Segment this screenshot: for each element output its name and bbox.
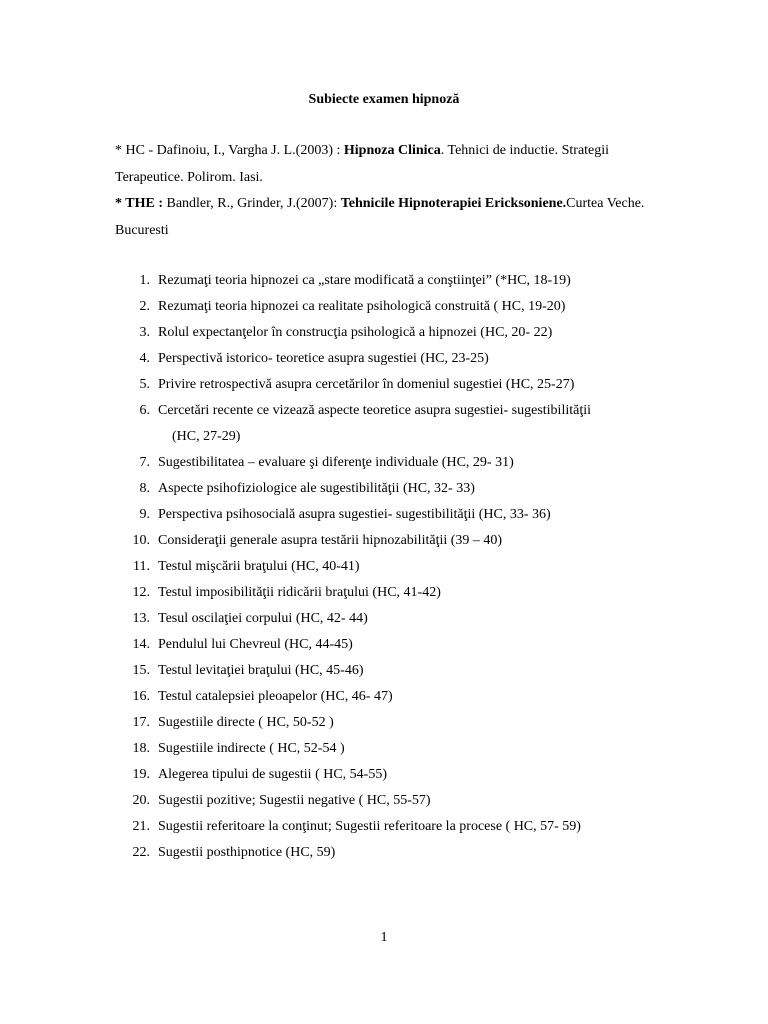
- references: [115, 138, 660, 244]
- list-item: [115, 268, 660, 294]
- list-item-text: Consideraţii generale asupra testării hipnozabilităţii (39 – 40): [158, 533, 503, 548]
- list-item: [115, 606, 660, 632]
- reference-the: [115, 191, 660, 244]
- reference-the-title: Tehnicile Hipnoterapiei Ericksoniene.: [340, 196, 567, 211]
- list-item-number: 16.: [132, 689, 150, 704]
- list-item-number: 22.: [132, 845, 150, 860]
- reference-the-prefix: * THE :: [115, 196, 167, 211]
- list-item-text: Perspectivă istorico- teoretice asupra sugestiei (HC, 23-25): [158, 351, 489, 366]
- list-item-number: 7.: [139, 455, 150, 470]
- reference-hc-title: Hipnoza Clinica: [343, 143, 441, 158]
- list-item: [115, 502, 660, 528]
- list-item: [115, 684, 660, 710]
- list-item-text: Sugestii posthipnotice (HC, 59): [158, 845, 336, 860]
- list-item-text: Sugestiile directe ( HC, 50-52 ): [158, 715, 334, 730]
- list-item-number: 19.: [132, 767, 150, 782]
- list-item-text: Rezumaţi teoria hipnozei ca realitate psihologică construită ( HC, 19-20): [158, 299, 566, 314]
- list-item-number: 12.: [132, 585, 150, 600]
- list-item-number: 9.: [139, 507, 150, 522]
- list-item: [115, 580, 660, 606]
- list-item-text: Sugestiile indirecte ( HC, 52-54 ): [158, 741, 345, 756]
- list-item-text: Rolul expectanţelor în construcţia psihologică a hipnozei (HC, 20- 22): [158, 325, 553, 340]
- topics-list: [115, 268, 660, 866]
- list-item: [115, 736, 660, 762]
- list-item-number: 17.: [132, 715, 150, 730]
- list-item-text: Perspectiva psihosocială asupra sugestiei- sugestibilităţii (HC, 33- 36): [158, 507, 551, 522]
- reference-the-suffix: Curtea Veche. Bucuresti: [115, 196, 645, 238]
- list-item: [115, 710, 660, 736]
- document-title: Subiecte examen hipnoză: [308, 92, 460, 107]
- reference-the-authors: Bandler, R., Grinder, J.(2007):: [166, 196, 341, 211]
- list-item-text: Sugestii pozitive; Sugestii negative ( HC, 55-57): [158, 793, 431, 808]
- list-item: [115, 814, 660, 840]
- reference-hc: [115, 138, 660, 191]
- list-item-number: 3.: [139, 325, 150, 340]
- page-number: 1: [380, 930, 388, 945]
- list-item-text: Testul levitaţiei braţului (HC, 45-46): [158, 663, 364, 678]
- list-item-number: 2.: [139, 299, 150, 314]
- list-item-text: Testul catalepsiei pleoapelor (HC, 46- 47): [158, 689, 393, 704]
- list-item-number: 18.: [132, 741, 150, 756]
- list-item: [115, 320, 660, 346]
- list-item-text: Sugestibilitatea – evaluare şi diferenţe individuale (HC, 29- 31): [158, 455, 514, 470]
- list-item-number: 20.: [132, 793, 150, 808]
- list-item-number: 1.: [139, 273, 150, 288]
- list-item-number: 21.: [132, 819, 150, 834]
- list-item: [115, 450, 660, 476]
- list-item-number: 6.: [139, 403, 150, 418]
- list-item-number: 5.: [139, 377, 150, 392]
- list-item: [115, 346, 660, 372]
- list-item-text: Sugestii referitoare la conţinut; Sugestii referitoare la procese ( HC, 57- 59): [158, 819, 581, 834]
- list-item-number: 8.: [139, 481, 150, 496]
- list-item: [115, 762, 660, 788]
- list-item-number: 11.: [133, 559, 150, 574]
- list-item: [115, 554, 660, 580]
- list-item-text: Cercetări recente ce vizează aspecte teoretice asupra sugestiei- sugestibilităţii: [158, 403, 591, 418]
- list-item: [115, 658, 660, 684]
- list-item-number: 4.: [139, 351, 150, 366]
- list-item: [115, 528, 660, 554]
- list-item: [115, 632, 660, 658]
- list-item-text: Aspecte psihofiziologice ale sugestibilităţii (HC, 32- 33): [158, 481, 475, 496]
- list-item: [115, 476, 660, 502]
- list-item: [115, 372, 660, 398]
- list-item: [115, 788, 660, 814]
- list-item-text: Alegerea tipului de sugestii ( HC, 54-55): [158, 767, 388, 782]
- list-item-number: 13.: [132, 611, 150, 626]
- list-item-continuation: (HC, 27-29): [172, 429, 241, 444]
- list-item: [115, 398, 660, 450]
- reference-hc-suffix: . Tehnici de inductie. Strategii Terapeutice. Polirom. Iasi.: [115, 143, 610, 185]
- list-item-number: 14.: [132, 637, 150, 652]
- list-item-text: Testul mişcării braţului (HC, 40-41): [158, 559, 360, 574]
- list-item-text: Tesul oscilaţiei corpului (HC, 42- 44): [158, 611, 368, 626]
- list-item-number: 10.: [132, 533, 150, 548]
- list-item-text: Testul imposibilităţii ridicării braţului (HC, 41-42): [158, 585, 441, 600]
- list-item: [115, 840, 660, 866]
- list-item-text: Pendulul lui Chevreul (HC, 44-45): [158, 637, 353, 652]
- list-item-text: Rezumaţi teoria hipnozei ca „stare modificată a conştiinţei” (*HC, 18-19): [158, 273, 571, 288]
- list-item-number: 15.: [132, 663, 150, 678]
- reference-hc-prefix: * HC - Dafinoiu, I., Vargha J. L.(2003) :: [115, 143, 344, 158]
- list-item-text: Privire retrospectivă asupra cercetărilor în domeniul sugestiei (HC, 25-27): [158, 377, 575, 392]
- list-item: [115, 294, 660, 320]
